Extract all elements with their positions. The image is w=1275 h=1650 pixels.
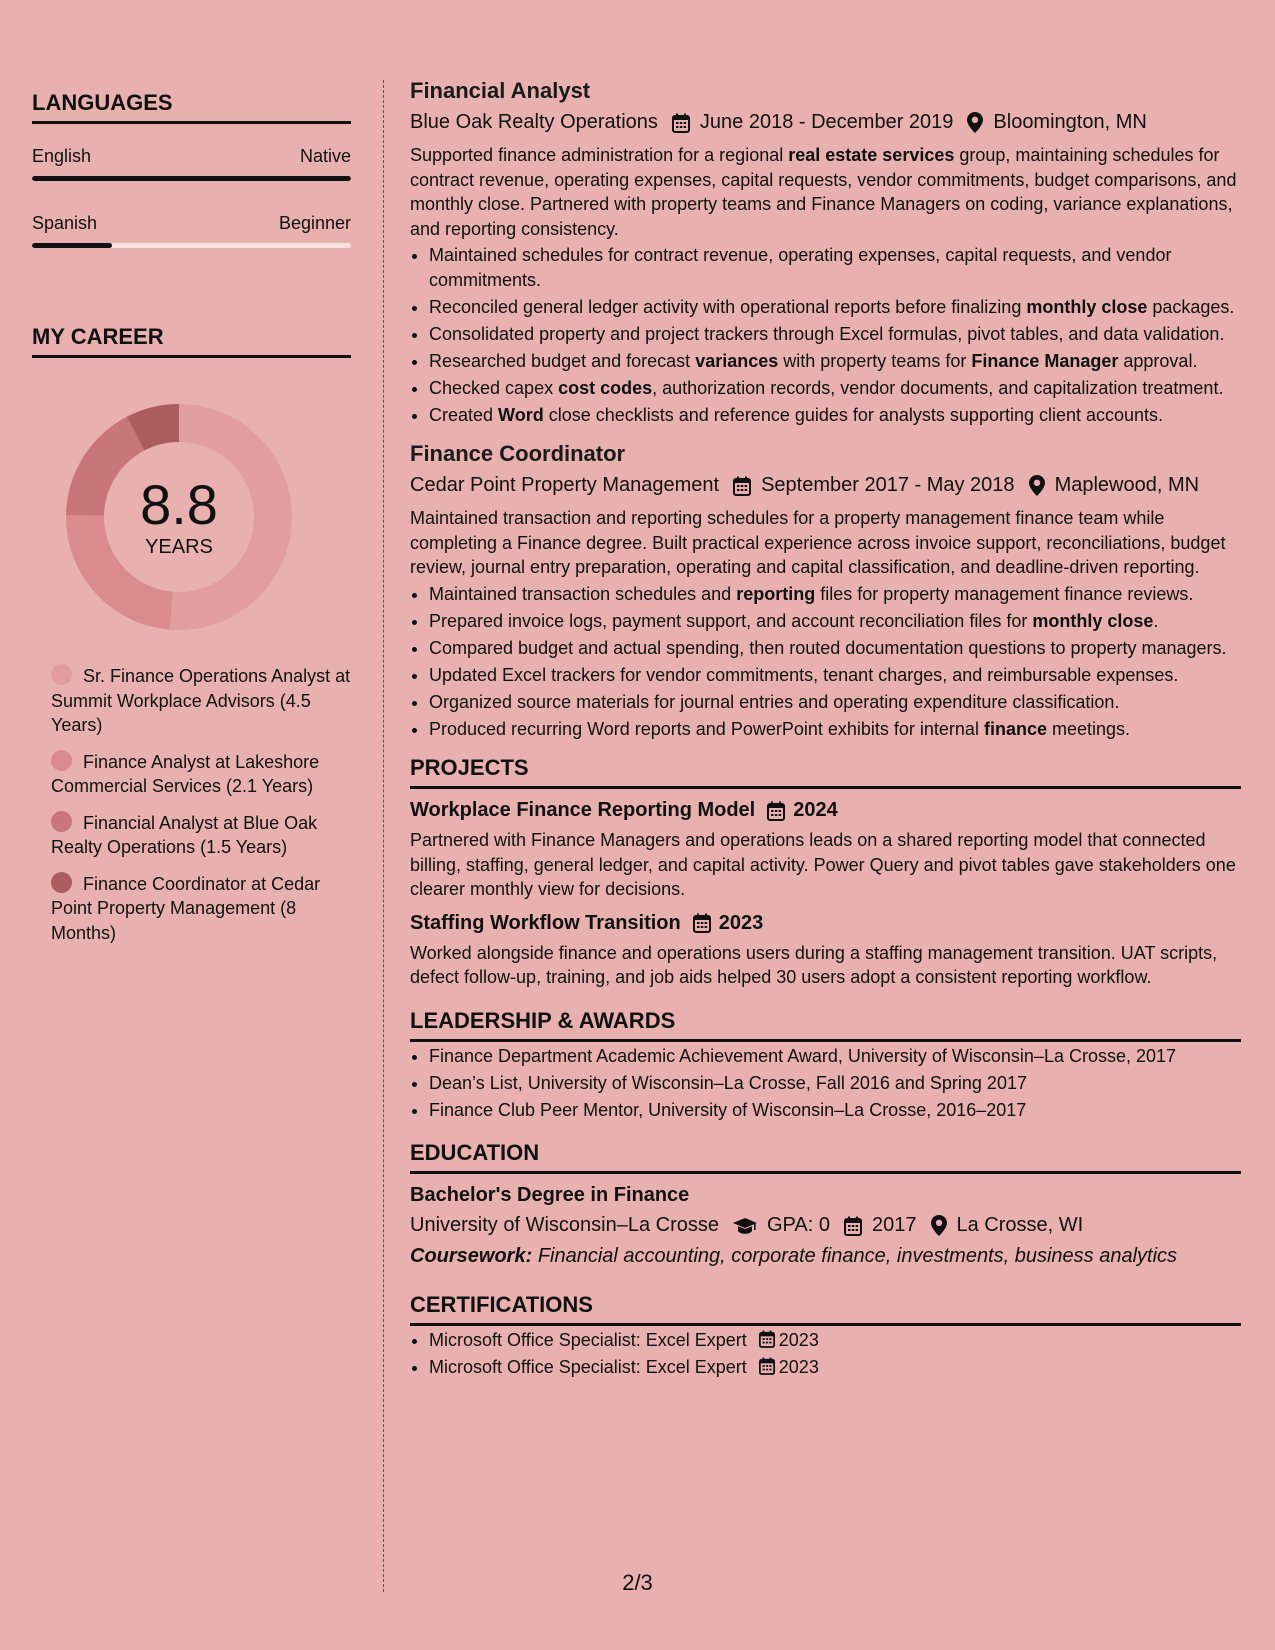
career-heading: MY CAREER (32, 324, 351, 358)
award-item: • Finance Club Peer Mentor, University of Wisconsin–La Crosse, 2016–2017 (429, 1098, 1241, 1123)
awards-heading: LEADERSHIP & AWARDS (410, 1008, 1241, 1042)
language-proficiency-bar (32, 176, 351, 181)
career-total-unit: YEARS (145, 535, 213, 558)
job-summary: Maintained transaction and reporting schedules for a property management finance team while completing a Finance degree. Built practical experience across invoice support, reconciliations, budget review, journal entry preparation, operating and capital classification, and deadline-driven reporting. (410, 508, 1226, 577)
career-legend-item: Financial Analyst at Blue Oak Realty Operations (1.5 Years) (51, 812, 318, 857)
job-summary: Supported finance administration for a regional real estate services group, maintaining schedules for contract revenue, operating expenses, capital requests, vendor commitments, budget comparisons, and monthly close. Partnered with property teams and Finance Managers on coding, variance explanations, and reporting consistency. (410, 145, 1237, 239)
education-meta (410, 1214, 1241, 1237)
certifications-heading: CERTIFICATIONS (410, 1292, 1241, 1326)
job-location: Bloomington, MN (993, 111, 1147, 133)
coursework (410, 1245, 1241, 1268)
education-heading: EDUCATION (410, 1140, 1241, 1174)
bullet-item: • Updated Excel trackers for vendor commitments, tenant charges, and reimbursable expenses. (429, 663, 1241, 688)
calendar-icon (733, 476, 751, 496)
certification-name: Microsoft Office Specialist: Excel Expert (429, 1330, 747, 1350)
bullet-item: • Prepared invoice logs, payment support, and account reconciliation files for monthly close. (429, 609, 1241, 634)
job-title: Financial Analyst (410, 78, 591, 103)
bullet-item: • Created Word close checklists and reference guides for analysts supporting client accounts. (429, 403, 1241, 428)
bullet-item: • Maintained transaction schedules and reporting files for property management finance reviews. (429, 582, 1241, 607)
career-legend-item: Finance Coordinator at Cedar Point Property Management (8 Months) (51, 873, 321, 943)
company-name: Blue Oak Realty Operations (410, 111, 658, 133)
bullet-item: • Checked capex cost codes, authorization records, vendor documents, and capitalization treatment. (429, 376, 1241, 401)
career-legend (32, 664, 351, 945)
award-item: • Finance Department Academic Achievement Award, University of Wisconsin–La Crosse, 2017 (429, 1044, 1241, 1069)
calendar-icon (759, 1357, 775, 1375)
job-bullets (410, 243, 1241, 427)
career-legend-item: Sr. Finance Operations Analyst at Summit Workplace Advisors (4.5 Years) (51, 666, 351, 735)
project-year: 2024 (793, 799, 838, 821)
certification-year: 2023 (778, 1357, 819, 1377)
left-column (32, 90, 351, 957)
legend-dot-icon (51, 872, 72, 893)
language-item-spanish (32, 213, 351, 248)
certifications-list (410, 1328, 1241, 1380)
certification-year: 2023 (778, 1330, 819, 1350)
legend-dot-icon (51, 750, 72, 771)
bullet-item: • Reconciled general ledger activity with operational reports before finalizing monthly close packages. (429, 295, 1241, 320)
job-title: Finance Coordinator (410, 441, 626, 466)
job-bullets (410, 582, 1241, 742)
certification-item (429, 1328, 1241, 1353)
job-meta (410, 111, 1241, 134)
company-name: Cedar Point Property Management (410, 474, 720, 496)
graduation-year: 2017 (872, 1214, 917, 1236)
calendar-icon (672, 113, 690, 133)
certification-name: Microsoft Office Specialist: Excel Expert (429, 1357, 747, 1377)
location-pin-icon (1029, 475, 1045, 496)
calendar-icon (767, 801, 785, 821)
language-name: Spanish (32, 213, 98, 233)
project-entry (410, 912, 1241, 990)
school-location: La Crosse, WI (956, 1214, 1084, 1236)
project-entry (410, 799, 1241, 902)
legend-dot-icon (51, 664, 72, 685)
calendar-icon (844, 1216, 862, 1236)
graduation-cap-icon (733, 1217, 757, 1235)
legend-dot-icon (51, 811, 72, 832)
job-dates: September 2017 - May 2018 (761, 474, 1015, 496)
project-description: Partnered with Finance Managers and operations leads on a shared reporting model that connected billing, staffing, general ledger, and capital activity. Power Query and pivot tables gave stakeholders one clearer monthly view for decisions. (410, 830, 1236, 899)
career-total-years: 8.8 (140, 472, 218, 536)
main-column (410, 78, 1241, 1382)
location-pin-icon (931, 1215, 947, 1236)
language-level: Native (299, 146, 351, 166)
bullet-item: • Maintained schedules for contract revenue, operating expenses, capital requests, and vendor commitments. (429, 243, 1241, 292)
projects-heading: PROJECTS (410, 755, 1241, 789)
project-year: 2023 (718, 911, 764, 934)
bullet-item: • Produced recurring Word reports and PowerPoint exhibits for internal finance meetings. (429, 717, 1241, 742)
language-level: Beginner (278, 213, 351, 233)
job-entry (410, 78, 1241, 427)
bullet-item: • Compared budget and actual spending, then routed documentation questions to property managers. (429, 636, 1241, 661)
calendar-icon (759, 1330, 775, 1348)
job-dates: June 2018 - December 2019 (699, 111, 954, 133)
bullet-item: • Researched budget and forecast variances with property teams for Finance Manager approval. (429, 349, 1241, 374)
career-donut-chart (64, 402, 294, 632)
degree-title: Bachelor's Degree in Finance (410, 1184, 690, 1206)
job-entry (410, 441, 1241, 741)
job-location: Maplewood, MN (1054, 474, 1200, 496)
awards-list (410, 1044, 1241, 1123)
column-divider (383, 80, 384, 1592)
coursework-label: Coursework: (410, 1245, 533, 1267)
coursework-text: Financial accounting, corporate finance, investments, business analytics (537, 1245, 1178, 1267)
school-name: University of Wisconsin–La Crosse (410, 1214, 719, 1236)
bullet-item: • Consolidated property and project trackers through Excel formulas, pivot tables, and data validation. (429, 322, 1241, 347)
language-item-english (32, 146, 351, 181)
project-name: Staffing Workflow Transition (410, 911, 681, 934)
languages-heading: LANGUAGES (32, 90, 351, 124)
job-meta (410, 474, 1241, 497)
project-name: Workplace Finance Reporting Model (410, 799, 756, 821)
certification-item (429, 1355, 1241, 1380)
gpa: GPA: 0 (767, 1214, 830, 1236)
career-legend-item: Finance Analyst at Lakeshore Commercial Services (2.1 Years) (51, 751, 320, 796)
award-item: • Dean’s List, University of Wisconsin–La Crosse, Fall 2016 and Spring 2017 (429, 1071, 1241, 1096)
language-proficiency-bar (32, 243, 351, 248)
calendar-icon (693, 913, 711, 933)
bullet-item: • Organized source materials for journal entries and operating expenditure classification. (429, 690, 1241, 715)
location-pin-icon (967, 112, 983, 133)
project-description: Worked alongside finance and operations users during a staffing management transition. UAT scripts, defect follow-up, training, and job aids helped 30 users adopt a consistent reporting workflow. (410, 942, 1218, 987)
page-number: 2/3 (622, 1570, 653, 1595)
language-name: English (32, 146, 92, 166)
